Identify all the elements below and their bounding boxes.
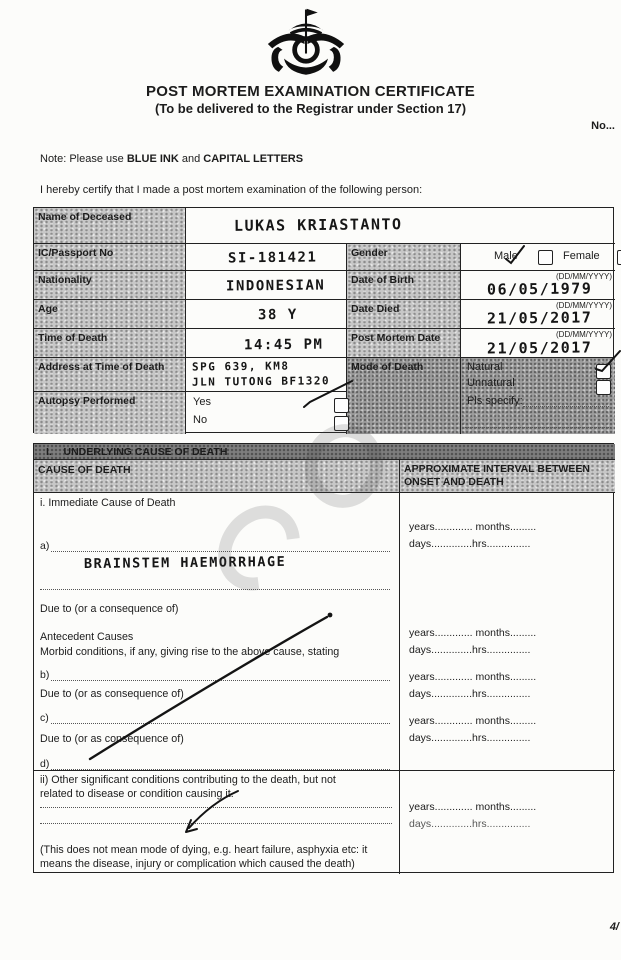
post-mortem-date-field <box>461 329 615 358</box>
cause-of-death-body <box>34 493 400 771</box>
age-value: 38 Y <box>257 306 298 324</box>
interval-b-days: days..............hrs............... <box>409 644 531 656</box>
interval-b-years: years............. months......... <box>409 627 537 639</box>
time-of-death-label: Time of Death <box>34 329 186 358</box>
cause-of-death-table <box>33 443 614 873</box>
interval-d-years: years............. months......... <box>409 715 537 727</box>
autopsy-performed-label: Autopsy Performed <box>34 392 186 434</box>
post-mortem-date-label: Post Mortem Date <box>347 329 461 358</box>
ic-passport-field <box>186 244 347 271</box>
date-of-birth-format: (DD/MM/YYYY) <box>556 272 612 281</box>
gender-female-checkbox <box>617 250 621 265</box>
other-conditions-line2: related to disease or condition causing it. <box>40 788 234 800</box>
page-number: 4/ <box>609 921 619 933</box>
nationality-field <box>186 271 347 300</box>
autopsy-yes-checkbox <box>334 398 349 413</box>
interval-c-days: days..............hrs............... <box>409 688 531 700</box>
address-line2: JLN TUTONG BF1320 <box>191 374 331 389</box>
cause-c-dotted-line <box>51 711 390 724</box>
gender-male-label: Male <box>494 250 518 262</box>
interval-body <box>400 493 615 771</box>
note-line <box>40 153 303 165</box>
address-label: Address at Time of Death <box>34 358 186 392</box>
cause-d-label: d) <box>40 758 50 770</box>
time-of-death-field <box>186 329 347 358</box>
nationality-value: INDONESIAN <box>225 277 326 295</box>
cause-b-dotted-line <box>51 668 390 681</box>
cause-c-label: c) <box>40 712 49 724</box>
certificate-no-label: No... <box>591 120 615 132</box>
certify-line: I hereby certify that I made a post mortem examination of the following person: <box>40 184 423 196</box>
interval-c-years: years............. months......... <box>409 671 537 683</box>
gender-female-label: Female <box>563 250 600 262</box>
nationality-label: Nationality <box>34 271 186 300</box>
age-label: Age <box>34 300 186 329</box>
address-field <box>186 358 347 392</box>
cause-a-dotted-line <box>51 539 390 552</box>
post-mortem-date-format: (DD/MM/YYYY) <box>556 330 612 339</box>
section1-bar: I. UNDERLYING CAUSE OF DEATH <box>34 444 615 460</box>
date-died-field <box>461 300 615 329</box>
other-conditions-body <box>34 771 400 874</box>
immediate-cause-label: i. Immediate Cause of Death <box>40 497 176 509</box>
mode-specify-label: Pls specify: <box>467 395 523 407</box>
autopsy-yes-label: Yes <box>193 396 211 408</box>
date-of-birth-field <box>461 271 615 300</box>
autopsy-field <box>186 392 347 434</box>
date-of-birth-value: 06/05/1979 <box>486 279 593 299</box>
cause-b-label: b) <box>40 669 50 681</box>
mode-of-death-label: Mode of Death <box>347 358 461 434</box>
interval-header <box>400 460 615 493</box>
other-conditions-interval <box>400 771 615 874</box>
due-to-2: Due to (or as consequence of) <box>40 688 184 700</box>
name-of-deceased-value: LUKAS KRIASTANTO <box>233 215 403 235</box>
cause-of-death-header-text: CAUSE OF DEATH <box>38 464 131 476</box>
interval-ii-days: days..............hrs............... <box>409 818 531 830</box>
due-to-3: Due to (or as consequence of) <box>40 733 184 745</box>
mode-unnatural-checkbox <box>596 380 611 395</box>
note-capital-letters: CAPITAL LETTERS <box>203 153 304 165</box>
note-prefix: Note: Please use <box>40 153 127 165</box>
note-blue-ink: BLUE INK <box>126 153 179 165</box>
morbid-conditions-label: Morbid conditions, if any, giving rise to the above cause, stating <box>40 646 340 658</box>
ic-passport-value: SI-181421 <box>227 249 318 267</box>
gender-label: Gender <box>347 244 461 271</box>
mode-of-dying-note2: means the disease, injury or complication which caused the death) <box>40 858 355 870</box>
name-of-deceased-field <box>186 208 615 244</box>
other-conditions-dotted-line2 <box>40 812 392 824</box>
date-died-label: Date Died <box>347 300 461 329</box>
other-conditions-dotted-line1 <box>40 796 392 808</box>
ic-passport-label: IC/Passport No <box>34 244 186 271</box>
interval-header-line1: APPROXIMATE INTERVAL BETWEEN <box>404 463 590 475</box>
autopsy-no-checkbox <box>334 416 349 431</box>
mode-of-dying-note1: (This does not mean mode of dying, e.g. heart failure, asphyxia etc: it <box>40 844 368 856</box>
interval-header-line2: ONSET AND DEATH <box>404 476 504 488</box>
deceased-details-table <box>33 207 614 433</box>
mode-natural-checkbox <box>596 364 611 379</box>
interval-a-days: days..............hrs............... <box>409 538 531 550</box>
name-of-deceased-label: Name of Deceased <box>34 208 186 244</box>
time-of-death-value: 14:45 PM <box>243 336 324 354</box>
gender-male-checkbox <box>538 250 553 265</box>
cause-a-label: a) <box>40 540 50 552</box>
mode-specify-dotted-line <box>523 395 609 407</box>
post-mortem-date-value: 21/05/2017 <box>486 338 593 358</box>
mode-of-death-field <box>461 358 615 434</box>
brunei-crest-icon <box>262 5 350 83</box>
mode-unnatural-label: Unnatural <box>467 377 515 389</box>
page-title: POST MORTEM EXAMINATION CERTIFICATE <box>146 83 475 100</box>
note-and: and <box>178 153 204 165</box>
gender-field <box>461 244 615 271</box>
cause-a-value: BRAINSTEM HAEMORRHAGE <box>83 553 287 573</box>
interval-ii-years: years............. months......... <box>409 801 537 813</box>
interval-a-years: years............. months......... <box>409 521 537 533</box>
autopsy-no-label: No <box>193 414 208 426</box>
due-to-1: Due to (or a consequence of) <box>40 603 179 615</box>
page-subtitle: (To be delivered to the Registrar under Section 17) <box>154 101 467 116</box>
antecedent-causes-label: Antecedent Causes <box>40 631 134 643</box>
date-of-birth-label: Date of Birth <box>347 271 461 300</box>
mode-natural-label: Natural <box>467 361 503 373</box>
address-line1: SPG 639, KM8 <box>191 359 290 374</box>
other-conditions-line1: ii) Other significant conditions contributing to the death, but not <box>40 774 336 786</box>
interval-d-days: days..............hrs............... <box>409 732 531 744</box>
date-died-value: 21/05/2017 <box>486 308 593 328</box>
age-field <box>186 300 347 329</box>
cause-a-dotted-line2 <box>40 589 390 590</box>
cause-d-dotted-line <box>51 757 390 770</box>
date-died-format: (DD/MM/YYYY) <box>556 301 612 310</box>
cause-of-death-header <box>34 460 400 493</box>
mode-specify-dotted-line2 <box>465 416 611 428</box>
